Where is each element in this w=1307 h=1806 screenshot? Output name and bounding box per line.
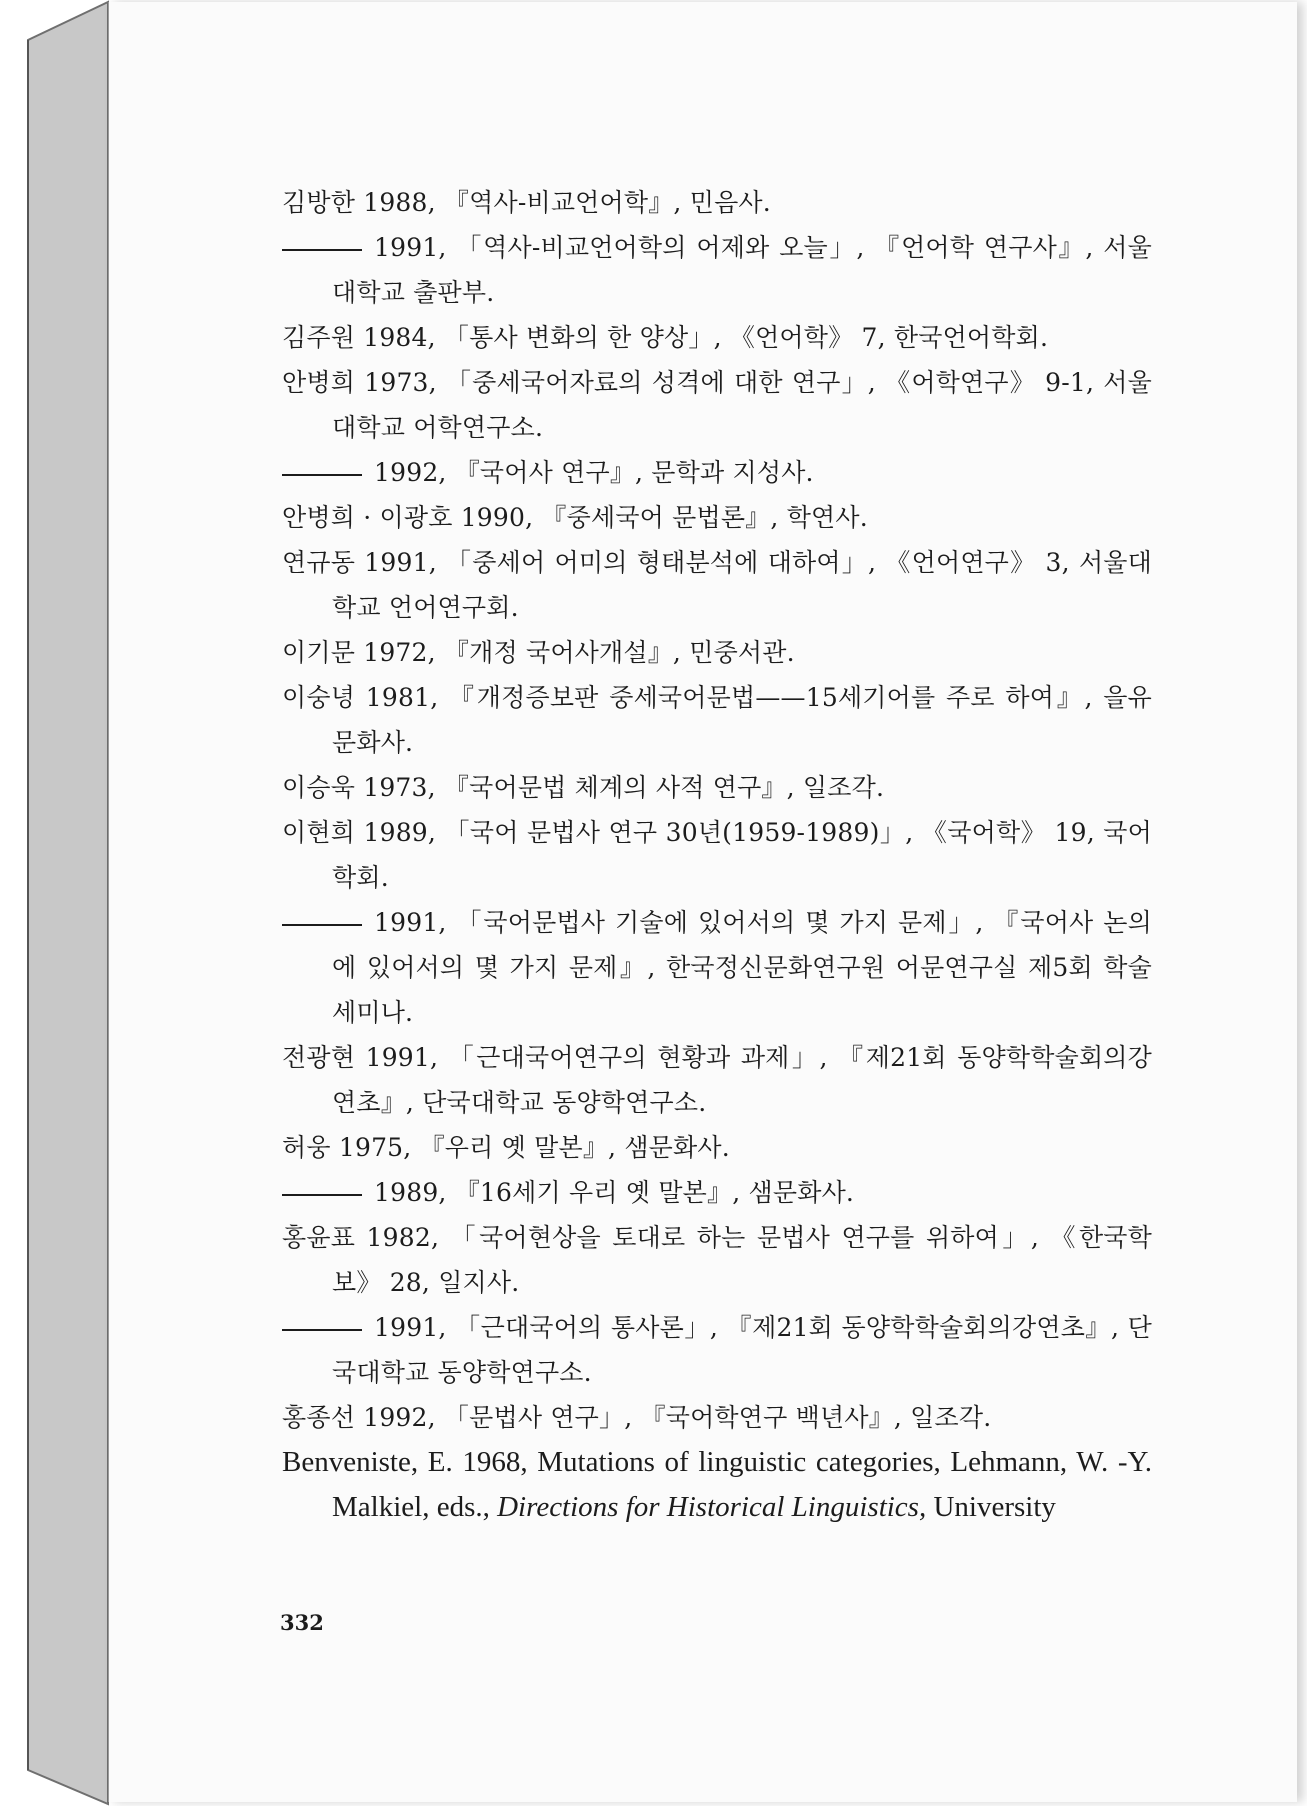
reference-text: 1984, 「통사 변화의 한 양상」, 《언어학》 7, 한국언어학회.: [363, 323, 1049, 352]
reference-entry: [282, 810, 1152, 900]
reference-entry: [282, 450, 1152, 495]
reference-author: 안병희 · 이광호: [282, 503, 453, 532]
reference-text: 1981, 『개정증보판 중세국어문법——15세기어를 주로 하여』, 을유문화사.: [332, 683, 1152, 757]
reference-author: 전광현: [282, 1043, 356, 1072]
reference-text: 1989, 『16세기 우리 옛 말본』, 샘문화사.: [374, 1178, 855, 1207]
reference-text: 1973, 『국어문법 체계의 사적 연구』, 일조각.: [363, 773, 885, 802]
book-spine: [0, 0, 110, 1806]
reference-entry: [282, 1215, 1152, 1305]
reference-author: 홍윤표: [282, 1223, 356, 1252]
reference-author: 이숭녕: [282, 683, 356, 712]
reference-author: 김주원: [282, 323, 356, 352]
reference-entry: [282, 1305, 1152, 1395]
reference-text: 1972, 『개정 국어사개설』, 민중서관.: [363, 638, 795, 667]
reference-text: 1988, 『역사-비교언어학』, 민음사.: [363, 188, 771, 217]
reference-text: 1973, 「중세국어자료의 성격에 대한 연구」, 《어학연구》 9-1, 서울대학교 어학연구소.: [332, 368, 1152, 442]
reference-author: 이기문: [282, 638, 356, 667]
reference-text: 1982, 「국어현상을 토대로 하는 문법사 연구를 위하여」, 《한국학보》 28, 일지사.: [332, 1223, 1153, 1297]
reference-entry: [282, 630, 1152, 675]
reference-author: 홍종선: [282, 1403, 356, 1432]
reference-entry: [282, 315, 1152, 360]
reference-text: 1991, 「근대국어의 통사론」, 『제21회 동양학학술회의강연초』, 단국대학교 동양학연구소.: [332, 1313, 1152, 1387]
reference-entry: [282, 675, 1152, 765]
reference-book-title: Directions for Historical Linguistics,: [497, 1491, 927, 1523]
reference-entry: [282, 1395, 1152, 1440]
reference-author: 이승욱: [282, 773, 356, 802]
reference-text-tail: University: [926, 1491, 1056, 1523]
reference-author: 연규동: [282, 548, 356, 577]
reference-entry: [282, 765, 1152, 810]
reference-text: 1992, 「문법사 연구」, 『국어학연구 백년사』, 일조각.: [363, 1403, 992, 1432]
reference-entry: [282, 540, 1152, 630]
repeat-author-dash: [282, 924, 362, 926]
reference-entry: [282, 1170, 1152, 1215]
reference-entry: [282, 900, 1152, 1035]
reference-text: 1991, 「근대국어연구의 현황과 과제」, 『제21회 동양학학술회의강연초』, 단국대학교 동양학연구소.: [332, 1043, 1152, 1117]
reference-text: 1991, 「국어문법사 기술에 있어서의 몇 가지 문제」, 『국어사 논의에 있어서의 몇 가지 문제』, 한국정신문화연구원 어문연구실 제5회 학술세미나.: [332, 908, 1152, 1027]
reference-text: 1991, 「역사-비교언어학의 어제와 오늘」, 『언어학 연구사』, 서울대학교 출판부.: [332, 233, 1152, 307]
reference-entry: [282, 495, 1152, 540]
reference-author: 이현희: [282, 818, 356, 847]
reference-entry: [282, 360, 1152, 450]
reference-author: 허웅: [282, 1133, 331, 1162]
reference-list: [282, 180, 1152, 1530]
reference-text: 1991, 「중세어 어미의 형태분석에 대하여」, 《언어연구》 3, 서울대학교 언어연구회.: [332, 548, 1152, 622]
repeat-author-dash: [282, 474, 362, 476]
reference-text: 1975, 『우리 옛 말본』, 샘문화사.: [338, 1133, 730, 1162]
reference-entry: [282, 1125, 1152, 1170]
reference-entry-english: [282, 1440, 1152, 1530]
page-number: 332: [280, 1610, 324, 1635]
repeat-author-dash: [282, 1329, 362, 1331]
repeat-author-dash: [282, 249, 362, 251]
reference-text: 1992, 『국어사 연구』, 문학과 지성사.: [374, 458, 814, 487]
reference-text: Benveniste, E. 1968, Mutations of linguistic categories, Lehmann, W. -Y. Malkiel, eds.,: [282, 1446, 1152, 1523]
reference-entry: [282, 225, 1152, 315]
reference-entry: [282, 1035, 1152, 1125]
reference-entry: [282, 180, 1152, 225]
reference-text: 1989, 「국어 문법사 연구 30년(1959-1989)」, 《국어학》 19, 국어학회.: [332, 818, 1152, 892]
reference-text: 1990, 『중세국어 문법론』, 학연사.: [460, 503, 868, 532]
reference-author: 안병희: [282, 368, 356, 397]
repeat-author-dash: [282, 1194, 362, 1196]
reference-author: 김방한: [282, 188, 356, 217]
